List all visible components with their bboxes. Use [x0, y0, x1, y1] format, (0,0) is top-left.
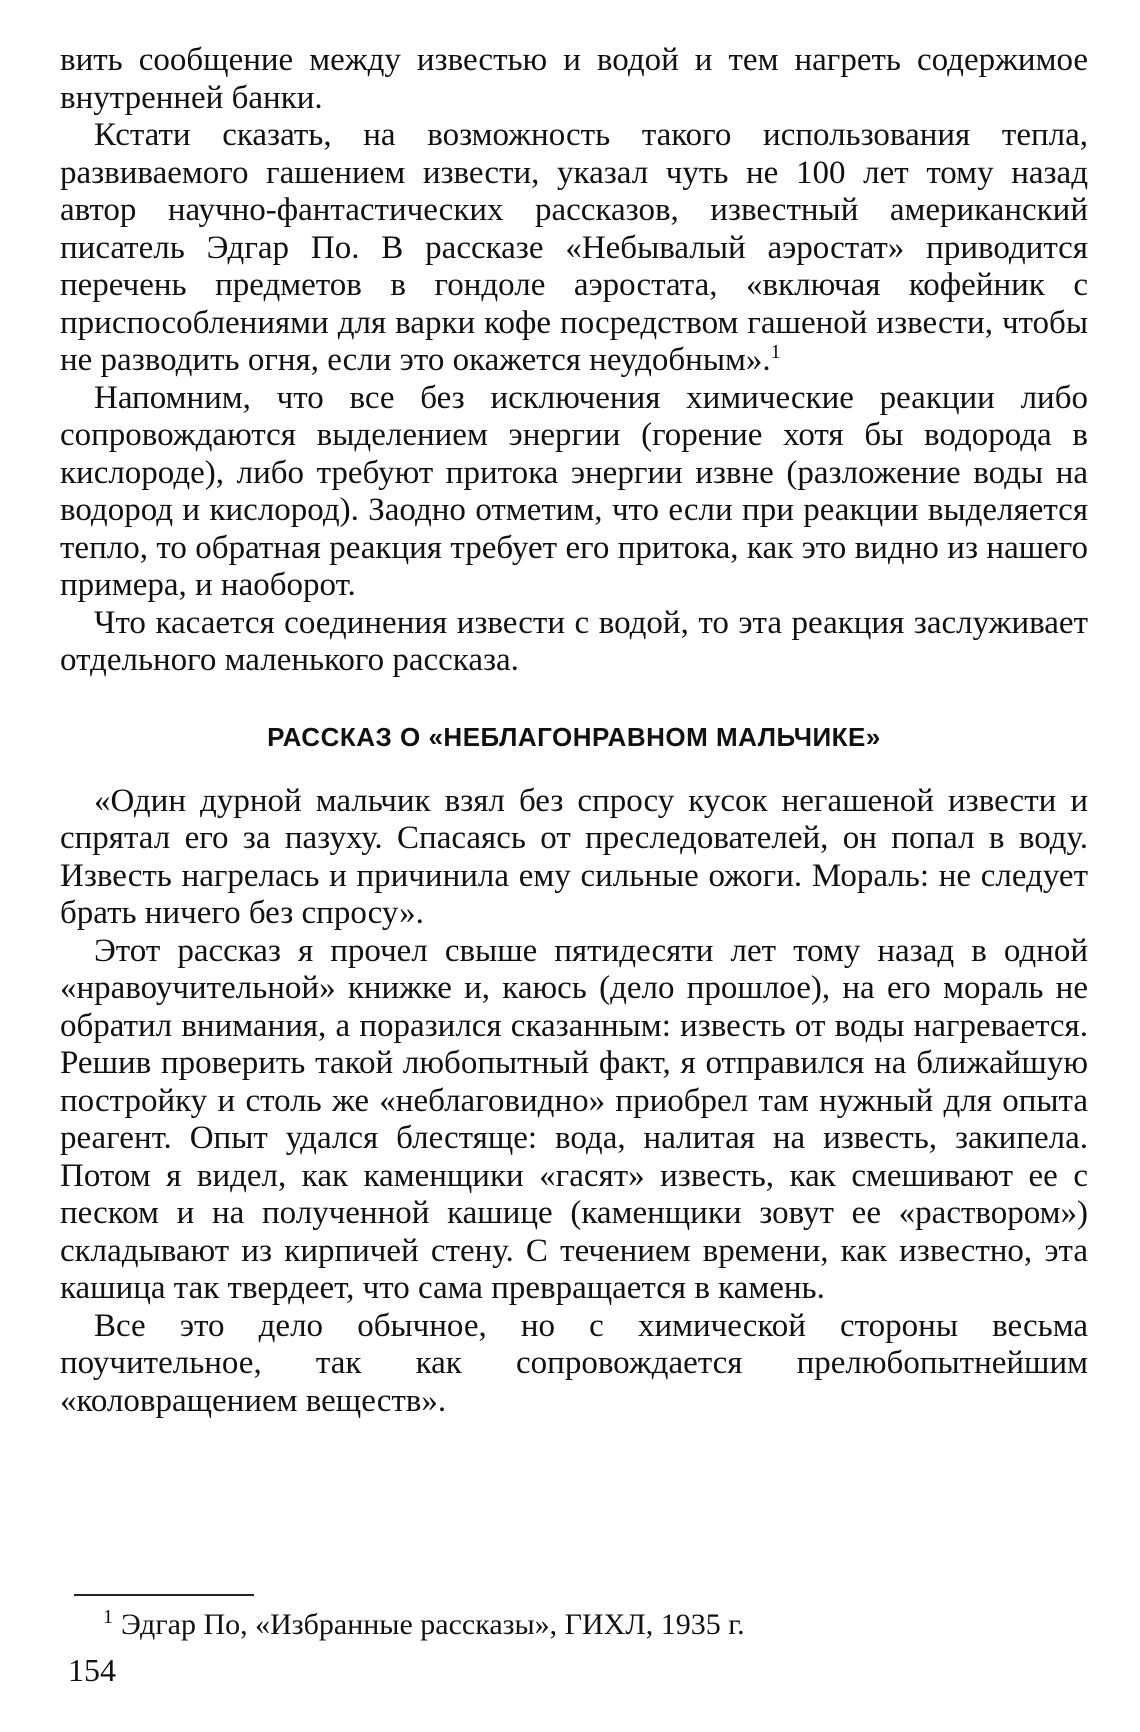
section-heading: РАССКАЗ О «НЕБЛАГОНРАВНОМ МАЛЬЧИКЕ»	[267, 721, 881, 752]
paragraph-conclusion: Все это дело обычное, но с химической стороны весьма поучительное, так как сопровождается прелюбопытнейшим «коловращением веществ».	[60, 1307, 1088, 1419]
paragraph-experiment: Этот рассказ я прочел свыше пятидесяти лет тому назад в одной «нравоучительной» книжке и, каюсь (дело прошлое), на его мораль не обратил внимания, а поразился сказанным: известь от воды нагревается. Решив проверить такой любопытный факт, я отправился на ближайшую постройку и столь же «неблаговидно» приобрел там нужный для опыта реагент. Опыт удался блестяще: вода, налитая на известь, закипела. Потом я видел, как каменщики «гасят» известь, как смешивают ее с песком и на полученной кашице (каменщики зовут ее «раствором») складывают из кирпичей стену. С течением времени, как известно, эта кашица так твердеет, что сама превращается в камень.	[60, 932, 1088, 1306]
page-body	[60, 42, 1088, 1420]
footnote	[103, 1607, 1003, 1643]
paragraph-lime-water: Что касается соединения извести с водой, то эта реакция заслуживает отдельного маленького рассказа.	[60, 604, 1088, 678]
footnote-divider	[74, 1594, 254, 1596]
paragraph-edgar-poe	[60, 117, 1088, 380]
footnote-mark: 1	[103, 1606, 113, 1628]
paragraph-continuation: вить сообщение между известью и водой и тем нагреть содержимое внутренней банки.	[60, 42, 1088, 116]
paragraph-reactions: Напомним, что все без исключения химические реакции либо сопровождаются выделением энергии (горение хотя бы водорода в кислороде), либо требуют притока энергии извне (разложение воды на водород и кислород). Заодно отметим, что если при реакции выделяется тепло, то обратная реакция требует его притока, как это видно из нашего примера, и наоборот.	[60, 379, 1088, 603]
paragraph-story-quote: «Один дурной мальчик взял без спросу кусок негашеной извести и спрятал его за пазуху. Спасаясь от преследователей, он попал в воду. Известь нагрелась и причинила ему сильные ожоги. Мораль: не следует брать ничего без спросу».	[60, 782, 1088, 931]
paragraph-edgar-poe-text: Кстати сказать, на возможность такого использования тепла, развиваемого гашением извести, указал чуть не 100 лет тому назад автор научно-фантастических рассказов, известный американский писатель Эдгар По. В рассказе «Небывалый аэростат» приводится перечень предметов в гондоле аэростата, «включая кофейник с приспособлениями для варки кофе посредством гашеной извести, чтобы не разводить огня, если это окажется неудобным».	[60, 117, 1088, 378]
footnote-text: Эдгар По, «Избранные рассказы», ГИХЛ, 1935 г.	[121, 1608, 745, 1641]
page-number: 154	[68, 1652, 116, 1688]
footnote-reference[interactable]: 1	[770, 341, 781, 363]
